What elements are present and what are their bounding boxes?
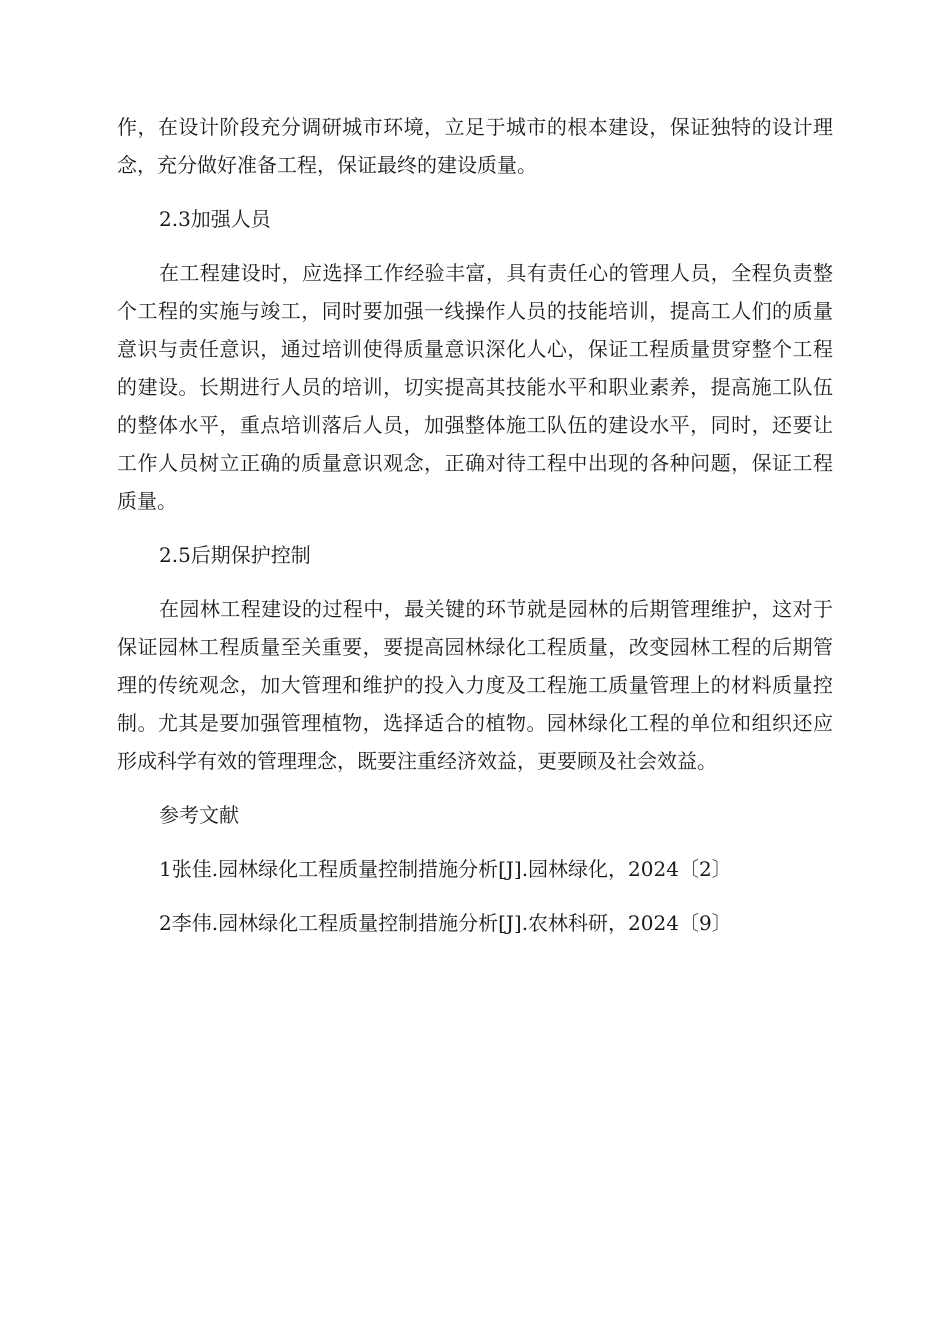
section-heading-2-5: 2.5后期保护控制 (159, 543, 311, 567)
document-body (117, 108, 833, 942)
reference-item-1: 1张佳.园林绿化工程质量控制措施分析[J].园林绿化，2024〔2〕 (159, 857, 732, 881)
paragraph-maintenance: 在园林工程建设的过程中，最关键的环节就是园林的后期管理维护，这对于保证园林工程质量至关重要，要提高园林绿化工程质量，改变园林工程的后期管理的传统观念，加大管理和维护的投入力度及工程施工质量管理上的材料质量控制。尤其是要加强管理植物，选择适合的植物。园林绿化工程的单位和组织还应形成科学有效的管理理念，既要注重经济效益，更要顾及社会效益。 (117, 597, 833, 773)
paragraph-continuation: 作，在设计阶段充分调研城市环境，立足于城市的根本建设，保证独特的设计理念，充分做好准备工程，保证最终的建设质量。 (117, 115, 833, 177)
section-heading-2-3: 2.3加强人员 (159, 207, 271, 231)
reference-item-2: 2李伟.园林绿化工程质量控制措施分析[J].农林科研，2024〔9〕 (159, 911, 732, 935)
references-heading: 参考文献 (159, 803, 239, 827)
paragraph-personnel: 在工程建设时，应选择工作经验丰富，具有责任心的管理人员，全程负责整个工程的实施与竣工，同时要加强一线操作人员的技能培训，提高工人们的质量意识与责任意识，通过培训使得质量意识深化人心，保证工程质量贯穿整个工程的建设。长期进行人员的培训，切实提高其技能水平和职业素养，提高施工队伍的整体水平，重点培训落后人员，加强整体施工队伍的建设水平，同时，还要让工作人员树立正确的质量意识观念，正确对待工程中出现的各种问题，保证工程质量。 (117, 261, 833, 513)
